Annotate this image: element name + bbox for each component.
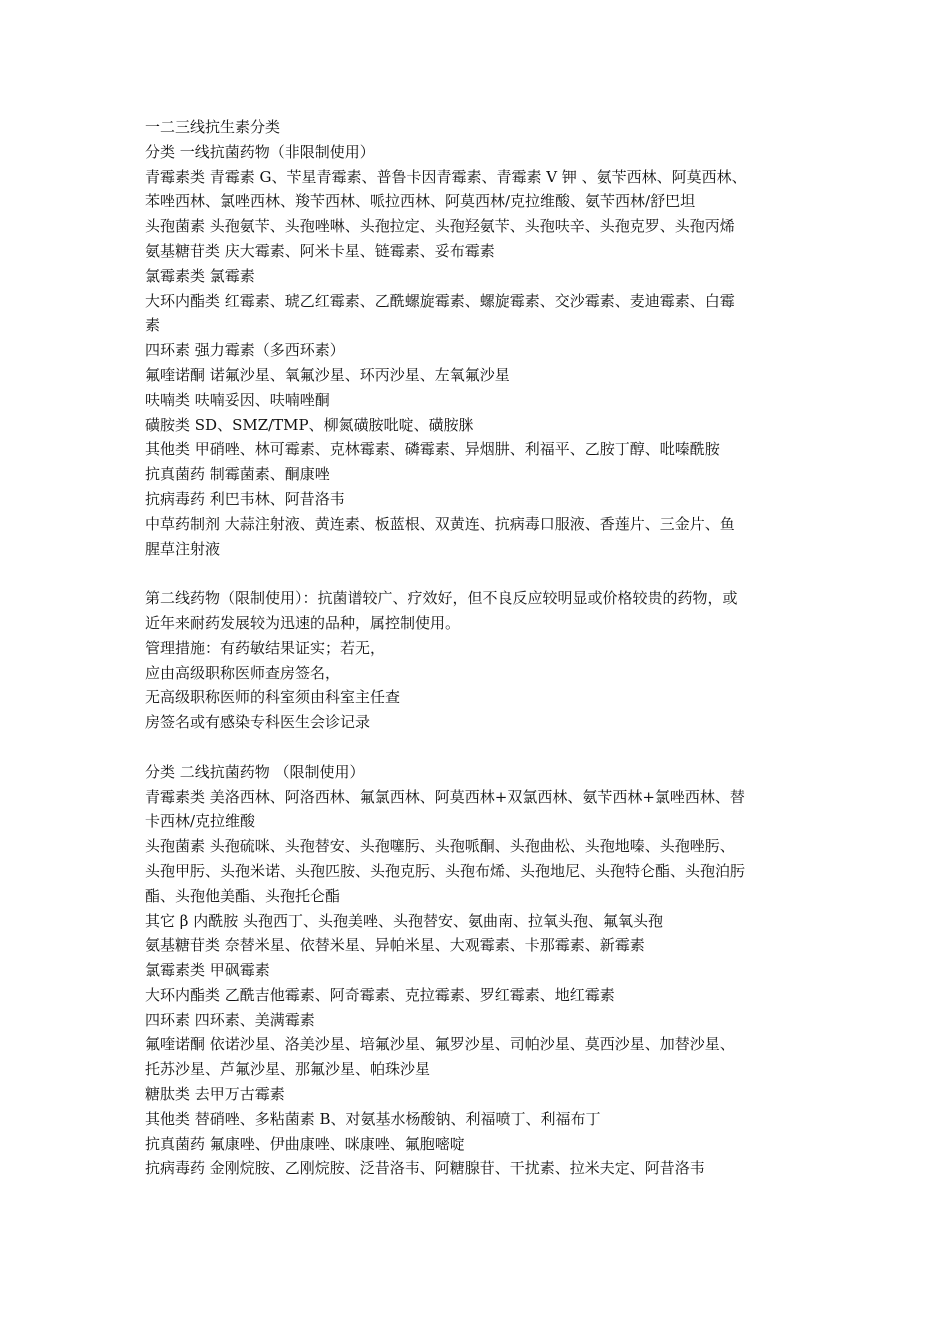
text-line: 其它 β 内酰胺 头孢西丁、头孢美唑、头孢替安、氨曲南、拉氧头孢、氟氧头孢 [145,911,663,930]
text-line: 抗真菌药 氟康唑、伊曲康唑、咪康唑、氟胞嘧啶 [145,1134,465,1153]
text-line: 大环内酯类 乙酰吉他霉素、阿奇霉素、克拉霉素、罗红霉素、地红霉素 [145,985,615,1004]
text-line: 大环内酯类 红霉素、琥乙红霉素、乙酰螺旋霉素、螺旋霉素、交沙霉素、麦迪霉素、白霉 [145,291,735,310]
text-line: 托苏沙星、芦氟沙星、那氟沙星、帕珠沙星 [145,1060,431,1079]
text-line: 头孢甲肟、头孢米诺、头孢匹胺、头孢克肟、头孢布烯、头孢地尼、头孢特仑酯、头孢泊肟 [145,861,746,880]
text-line: 抗真菌药 制霉菌素、酮康唑 [145,465,330,484]
text-line: 头孢菌素 头孢硫咪、头孢替安、头孢噻肟、头孢哌酮、头孢曲松、头孢地嗪、头孢唑肟、 [145,837,735,856]
document-body [145,115,813,1206]
text-line: 氟喹诺酮 诺氟沙星、氧氟沙星、环丙沙星、左氧氟沙星 [145,365,510,384]
text-line: 近年来耐药发展较为迅速的品种，属控制使用。 [145,613,461,632]
text-line: 管理措施：有药敏结果证实；若无， [145,638,386,657]
section-heading-second-line: 分类 二线抗菌药物 （限制使用） [145,762,365,781]
text-line: 四环素 四环素、美满霉素 [145,1010,315,1029]
text-line: 腥草注射液 [145,539,221,558]
text-line: 房签名或有感染专科医生会诊记录 [145,713,371,732]
text-line: 苯唑西林、氯唑西林、羧苄西林、哌拉西林、阿莫西林/克拉维酸、氨苄西林/舒巴坦 [145,192,696,211]
text-line: 素 [145,316,161,335]
text-line: 中草药制剂 大蒜注射液、黄连素、板蓝根、双黄连、抗病毒口服液、香莲片、三金片、鱼 [145,514,735,533]
text-line: 头孢菌素 头孢氨苄、头孢唑啉、头孢拉定、头孢羟氨苄、头孢呋辛、头孢克罗、头孢丙烯 [145,217,735,236]
document-title: 一二三线抗生素分类 [145,118,281,136]
text-line: 糖肽类 去甲万古霉素 [145,1085,285,1104]
text-line: 其他类 替硝唑、多粘菌素 B、对氨基水杨酸钠、利福喷丁、利福布丁 [145,1109,601,1128]
section-heading-first-line: 分类 一线抗菌药物（非限制使用） [145,142,375,161]
text-line: 应由高级职称医师查房签名， [145,663,341,682]
text-line: 第二线药物（限制使用）：抗菌谱较广、疗效好，但不良反应较明显或价格较贵的药物，或 [145,589,738,608]
text-line: 无高级职称医师的科室须由科室主任查 [145,688,401,707]
text-line: 抗病毒药 金刚烷胺、乙刚烷胺、泛昔洛韦、阿糖腺苷、干扰素、拉米夫定、阿昔洛韦 [145,1159,705,1178]
blank-line [145,561,813,586]
text-line: 氯霉素类 氯霉素 [145,266,255,285]
text-line: 磺胺类 SD、SMZ/TMP、柳氮磺胺吡啶、磺胺脒 [145,415,474,434]
text-line: 氟喹诺酮 依诺沙星、洛美沙星、培氟沙星、氟罗沙星、司帕沙星、莫西沙星、加替沙星、 [145,1035,735,1054]
text-line: 抗病毒药 利巴韦林、阿昔洛韦 [145,489,345,508]
text-line: 氨基糖苷类 奈替米星、依替米星、异帕米星、大观霉素、卡那霉素、新霉素 [145,936,645,955]
text-line [145,1181,813,1206]
text-line: 呋喃类 呋喃妥因、呋喃唑酮 [145,390,330,409]
text-line: 卡西林/克拉维酸 [145,812,256,831]
text-line: 氨基糖苷类 庆大霉素、阿米卡星、链霉素、妥布霉素 [145,241,495,260]
text-line: 四环素 强力霉素（多西环素） [145,341,345,360]
text-line: 其他类 甲硝唑、林可霉素、克林霉素、磷霉素、异烟肼、利福平、乙胺丁醇、吡嗪酰胺 [145,440,720,459]
blank-line [145,735,813,760]
text-line: 青霉素类 美洛西林、阿洛西林、氟氯西林、阿莫西林+双氯西林、氨苄西林+氯唑西林、替 [145,787,745,806]
text-line: 酯、头孢他美酯、头孢托仑酯 [145,886,341,905]
text-line: 青霉素类 青霉素 G、苄星青霉素、普鲁卡因青霉素、青霉素 V 钾 、氨苄西林、阿莫西林、 [145,167,747,186]
text-line: 氯霉素类 甲砜霉素 [145,961,270,980]
